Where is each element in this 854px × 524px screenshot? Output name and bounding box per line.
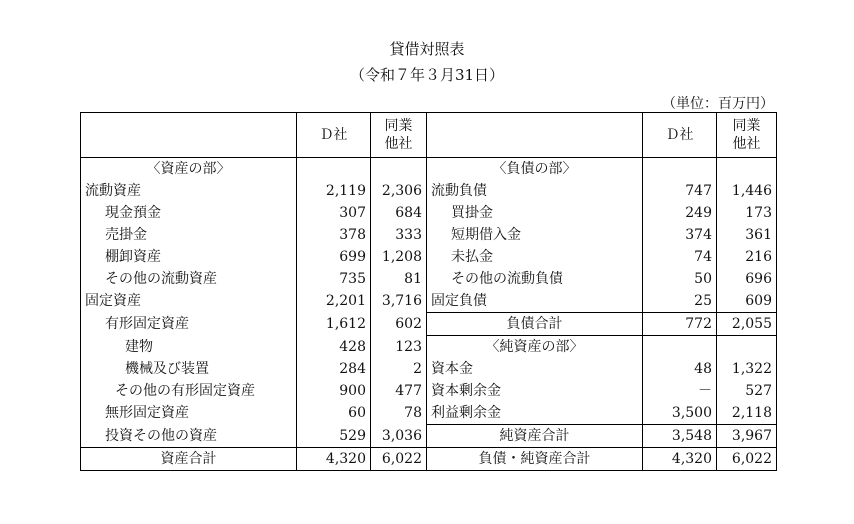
asset-d-value: 307 (297, 202, 371, 224)
liabilities-section-heading: 〈負債の部〉 (427, 158, 643, 181)
asset-label: 無形固定資産 (81, 402, 297, 425)
table-row (81, 158, 777, 181)
asset-peer-value: 333 (371, 224, 427, 246)
asset-peer-value: 3,036 (371, 425, 427, 448)
liability-label: 未払金 (427, 246, 643, 268)
asset-peer-value: 81 (371, 268, 427, 290)
header-peer-left (371, 113, 427, 158)
header-d-company-left: Ｄ社 (297, 113, 371, 158)
assets-section-heading: 〈資産の部〉 (81, 158, 297, 181)
table-row (81, 380, 777, 402)
liabilities-total-label: 負債合計 (427, 313, 643, 336)
net-asset-label: 利益剰余金 (427, 402, 643, 425)
table-row (81, 313, 777, 336)
asset-label: 売掛金 (81, 224, 297, 246)
liability-label: 短期借入金 (427, 224, 643, 246)
net-asset-d-value: － (643, 380, 717, 402)
net-asset-peer-value: 2,118 (731, 405, 772, 421)
table-row (81, 402, 777, 425)
asset-label: 投資その他の資産 (81, 425, 297, 448)
empty-cell (717, 336, 777, 359)
header-peer-right (717, 113, 777, 158)
liabilities-net-assets-total-peer: 6,022 (717, 448, 777, 471)
unit-label: （単位：百万円） (662, 96, 774, 112)
table-row (81, 290, 777, 313)
table-row (81, 202, 777, 224)
empty-cell (717, 158, 777, 181)
assets-total-label: 資産合計 (81, 448, 297, 471)
asset-d-value: 529 (297, 425, 371, 448)
liability-peer-value: 361 (745, 227, 772, 243)
asset-d-value: 699 (297, 246, 371, 268)
liabilities-net-assets-total-label: 負債・純資産合計 (427, 448, 643, 471)
asset-peer-value: 2 (371, 358, 427, 380)
liability-peer-value: 216 (745, 249, 772, 265)
table-row (81, 180, 777, 202)
liabilities-total-d: 772 (643, 313, 717, 336)
asset-peer-value: 2,306 (371, 180, 427, 202)
header-blank-left (81, 113, 297, 158)
asset-label: 有形固定資産 (81, 313, 297, 336)
liabilities-net-assets-total-d: 4,320 (643, 448, 717, 471)
asset-peer-value: 123 (371, 336, 427, 359)
empty-cell (371, 158, 427, 181)
liability-d-value: 25 (643, 290, 717, 313)
asset-peer-value: 3,716 (371, 290, 427, 313)
empty-cell (297, 158, 371, 181)
asset-d-value: 735 (297, 268, 371, 290)
net-assets-total-label: 純資産合計 (427, 425, 643, 448)
header-d-company-right: Ｄ社 (643, 113, 717, 158)
asset-d-value: 378 (297, 224, 371, 246)
net-assets-section-heading: 〈純資産の部〉 (427, 336, 643, 359)
net-asset-peer-value: 527 (745, 383, 772, 399)
asset-d-value: 284 (297, 358, 371, 380)
net-asset-label: 資本金 (427, 358, 643, 380)
header-peer-line2: 他社 (384, 136, 413, 152)
liabilities-total-peer: 2,055 (717, 313, 777, 336)
liability-d-value: 50 (643, 268, 717, 290)
grand-total-row (81, 448, 777, 471)
asset-d-value: 900 (297, 380, 371, 402)
liability-d-value: 249 (643, 202, 717, 224)
asset-peer-value: 477 (371, 380, 427, 402)
net-asset-d-value: 48 (643, 358, 717, 380)
asset-d-value: 2,119 (297, 180, 371, 202)
net-asset-d-value: 3,500 (643, 402, 717, 425)
liability-d-value: 74 (643, 246, 717, 268)
document-title: 貸借対照表 (389, 40, 465, 58)
net-assets-total-d: 3,548 (643, 425, 717, 448)
asset-label: 現金預金 (81, 202, 297, 224)
header-peer-line2: 他社 (732, 136, 761, 152)
header-peer-line1: 同業 (384, 118, 413, 134)
asset-label: その他の流動資産 (81, 268, 297, 290)
asset-label: 棚卸資産 (81, 246, 297, 268)
net-assets-total-peer: 3,967 (717, 425, 777, 448)
table-row (81, 246, 777, 268)
net-asset-label: 資本剰余金 (427, 380, 643, 402)
header-blank-right (427, 113, 643, 158)
liability-d-value: 374 (643, 224, 717, 246)
asset-d-value: 1,612 (297, 313, 371, 336)
table-row (81, 425, 777, 448)
document-date: （令和７年３月31日） (349, 66, 505, 84)
assets-total-d: 4,320 (297, 448, 371, 471)
asset-label: その他の有形固定資産 (81, 380, 297, 402)
table-row (81, 358, 777, 380)
liability-label: 固定負債 (427, 290, 643, 313)
asset-d-value: 2,201 (297, 290, 371, 313)
empty-cell (643, 158, 717, 181)
assets-total-peer: 6,022 (371, 448, 427, 471)
balance-sheet-table (80, 112, 777, 471)
liability-label: 流動負債 (427, 180, 643, 202)
liability-label: 買掛金 (427, 202, 643, 224)
liability-peer-value: 696 (745, 271, 772, 287)
asset-label: 流動資産 (81, 180, 297, 202)
liability-label: その他の流動負債 (427, 268, 643, 290)
asset-peer-value: 602 (371, 313, 427, 336)
table-row (81, 336, 777, 359)
asset-d-value: 60 (297, 402, 371, 425)
empty-cell (643, 336, 717, 359)
table-header-row (81, 113, 777, 158)
asset-label: 機械及び装置 (81, 358, 297, 380)
table-row (81, 268, 777, 290)
liability-peer-value: 1,446 (731, 183, 772, 199)
asset-peer-value: 1,208 (371, 246, 427, 268)
asset-d-value: 428 (297, 336, 371, 359)
asset-peer-value: 684 (371, 202, 427, 224)
net-asset-peer-value: 1,322 (731, 361, 772, 377)
asset-peer-value: 78 (371, 402, 427, 425)
asset-label: 固定資産 (81, 290, 297, 313)
table-row (81, 224, 777, 246)
liability-d-value: 747 (643, 180, 717, 202)
asset-label: 建物 (81, 336, 297, 359)
liability-peer-value: 173 (745, 205, 772, 221)
header-peer-line1: 同業 (732, 118, 761, 134)
liability-peer-value: 609 (745, 293, 772, 309)
